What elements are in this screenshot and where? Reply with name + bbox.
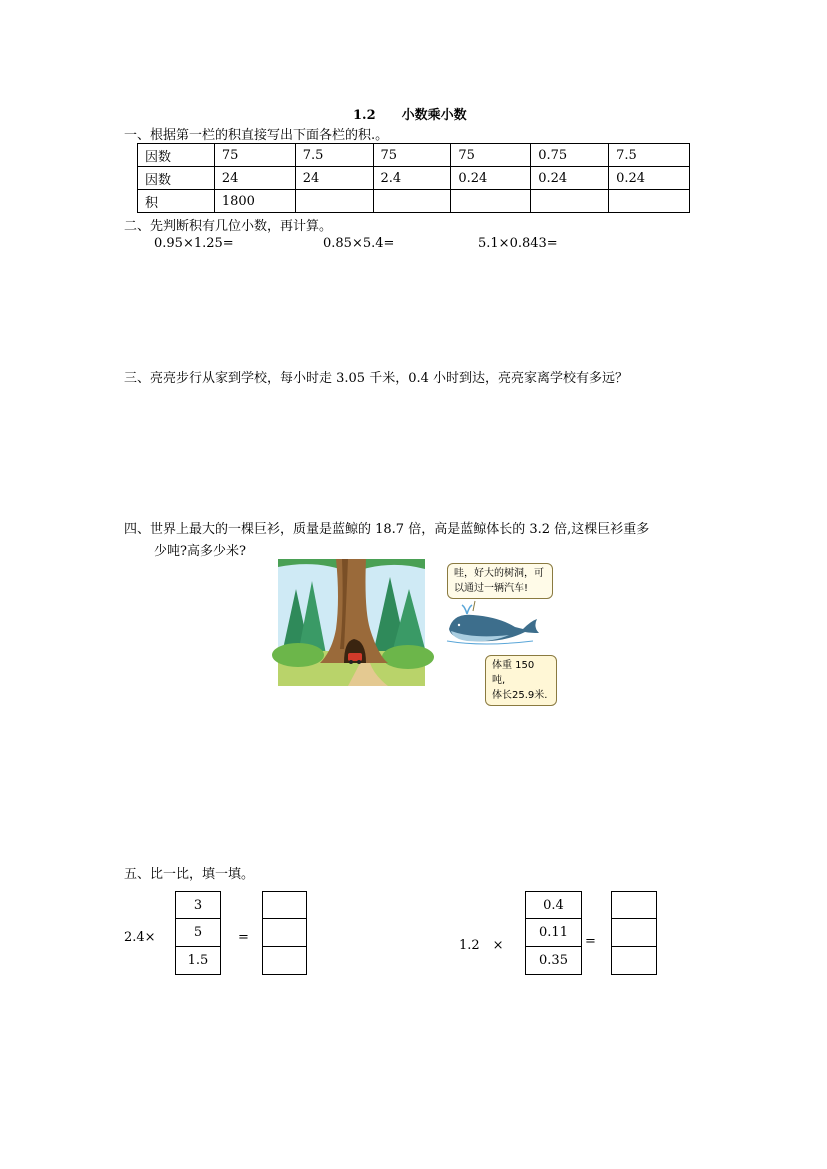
question-3-prompt: 三、亮亮步行从家到学校，每小时走 3.05 千米，0.4 小时到达，亮亮家离学校有多远？ xyxy=(124,371,629,386)
product-table xyxy=(137,143,690,213)
answer-cell[interactable] xyxy=(451,190,531,213)
table-cell: 0.24 xyxy=(451,167,531,190)
question-1-prompt: 一、根据第一栏的积直接写出下面各栏的积.。 xyxy=(124,128,389,143)
answer-box[interactable] xyxy=(611,891,657,919)
factor-cell: 1.5 xyxy=(175,947,221,975)
question-4-prompt-line-1: 四、世界上最大的一棵巨衫，质量是蓝鲸的 18.7 倍，高是蓝鲸体长的 3.2 倍,这棵巨衫重多 xyxy=(124,522,650,537)
answer-box[interactable] xyxy=(262,919,307,947)
answer-cell[interactable] xyxy=(295,190,373,213)
question-2-prompt: 二、先判断积有几位小数，再计算。 xyxy=(124,219,333,234)
table-cell: 7.5 xyxy=(609,144,690,167)
table-cell: 0.75 xyxy=(531,144,609,167)
factor-cell: 3 xyxy=(175,891,221,919)
answer-box[interactable] xyxy=(611,947,657,975)
speech-bubble-line: 以通过一辆汽车! xyxy=(454,583,529,594)
left-answer-column xyxy=(262,891,307,975)
answer-box[interactable] xyxy=(262,947,307,975)
answer-box[interactable] xyxy=(611,919,657,947)
whale-info-line: 体重 150 吨, xyxy=(492,660,535,686)
factor-cell: 5 xyxy=(175,919,221,947)
table-cell: 75 xyxy=(373,144,451,167)
table-cell: 7.5 xyxy=(295,144,373,167)
right-answer-column xyxy=(611,891,657,975)
table-cell: 24 xyxy=(295,167,373,190)
answer-cell[interactable] xyxy=(373,190,451,213)
table-cell: 75 xyxy=(451,144,531,167)
right-equals-sign: = xyxy=(585,934,596,949)
left-equals-sign: = xyxy=(238,930,249,945)
table-cell: 0.24 xyxy=(531,167,609,190)
table-cell: 2.4 xyxy=(373,167,451,190)
answer-cell[interactable] xyxy=(609,190,690,213)
giant-sequoia-illustration xyxy=(278,559,425,686)
table-cell: 0.24 xyxy=(609,167,690,190)
table-row xyxy=(138,190,690,213)
right-factor-column xyxy=(525,891,582,975)
expression-2: 0.85×5.4= xyxy=(323,236,395,251)
table-cell: 75 xyxy=(214,144,295,167)
expression-3: 5.1×0.843= xyxy=(478,236,558,251)
right-multiplicand: 1.2 × xyxy=(459,938,504,953)
whale-info-note xyxy=(485,655,557,706)
table-row xyxy=(138,144,690,167)
left-multiplicand: 2.4× xyxy=(124,930,156,945)
answer-box[interactable] xyxy=(262,891,307,919)
factor-cell: 0.4 xyxy=(525,891,582,919)
table-cell: 因数 xyxy=(138,167,215,190)
question-4-prompt-line-2: 少吨?高多少米? xyxy=(154,544,246,559)
question-5-prompt: 五、比一比，填一填。 xyxy=(124,867,255,882)
table-cell: 24 xyxy=(214,167,295,190)
table-row xyxy=(138,167,690,190)
factor-cell: 0.35 xyxy=(525,947,582,975)
whale-info-line: 体长25.9米. xyxy=(492,690,548,701)
table-cell: 因数 xyxy=(138,144,215,167)
expression-1: 0.95×1.25= xyxy=(154,236,234,251)
factor-cell: 0.11 xyxy=(525,919,582,947)
table-cell: 积 xyxy=(138,190,215,213)
blue-whale-illustration xyxy=(443,559,555,701)
answer-cell[interactable] xyxy=(531,190,609,213)
left-factor-column xyxy=(175,891,221,975)
table-cell: 1800 xyxy=(214,190,295,213)
page-title: 1.2 小数乘小数 xyxy=(353,108,467,123)
speech-bubble-line: 哇，好大的树洞，可 xyxy=(454,568,544,579)
